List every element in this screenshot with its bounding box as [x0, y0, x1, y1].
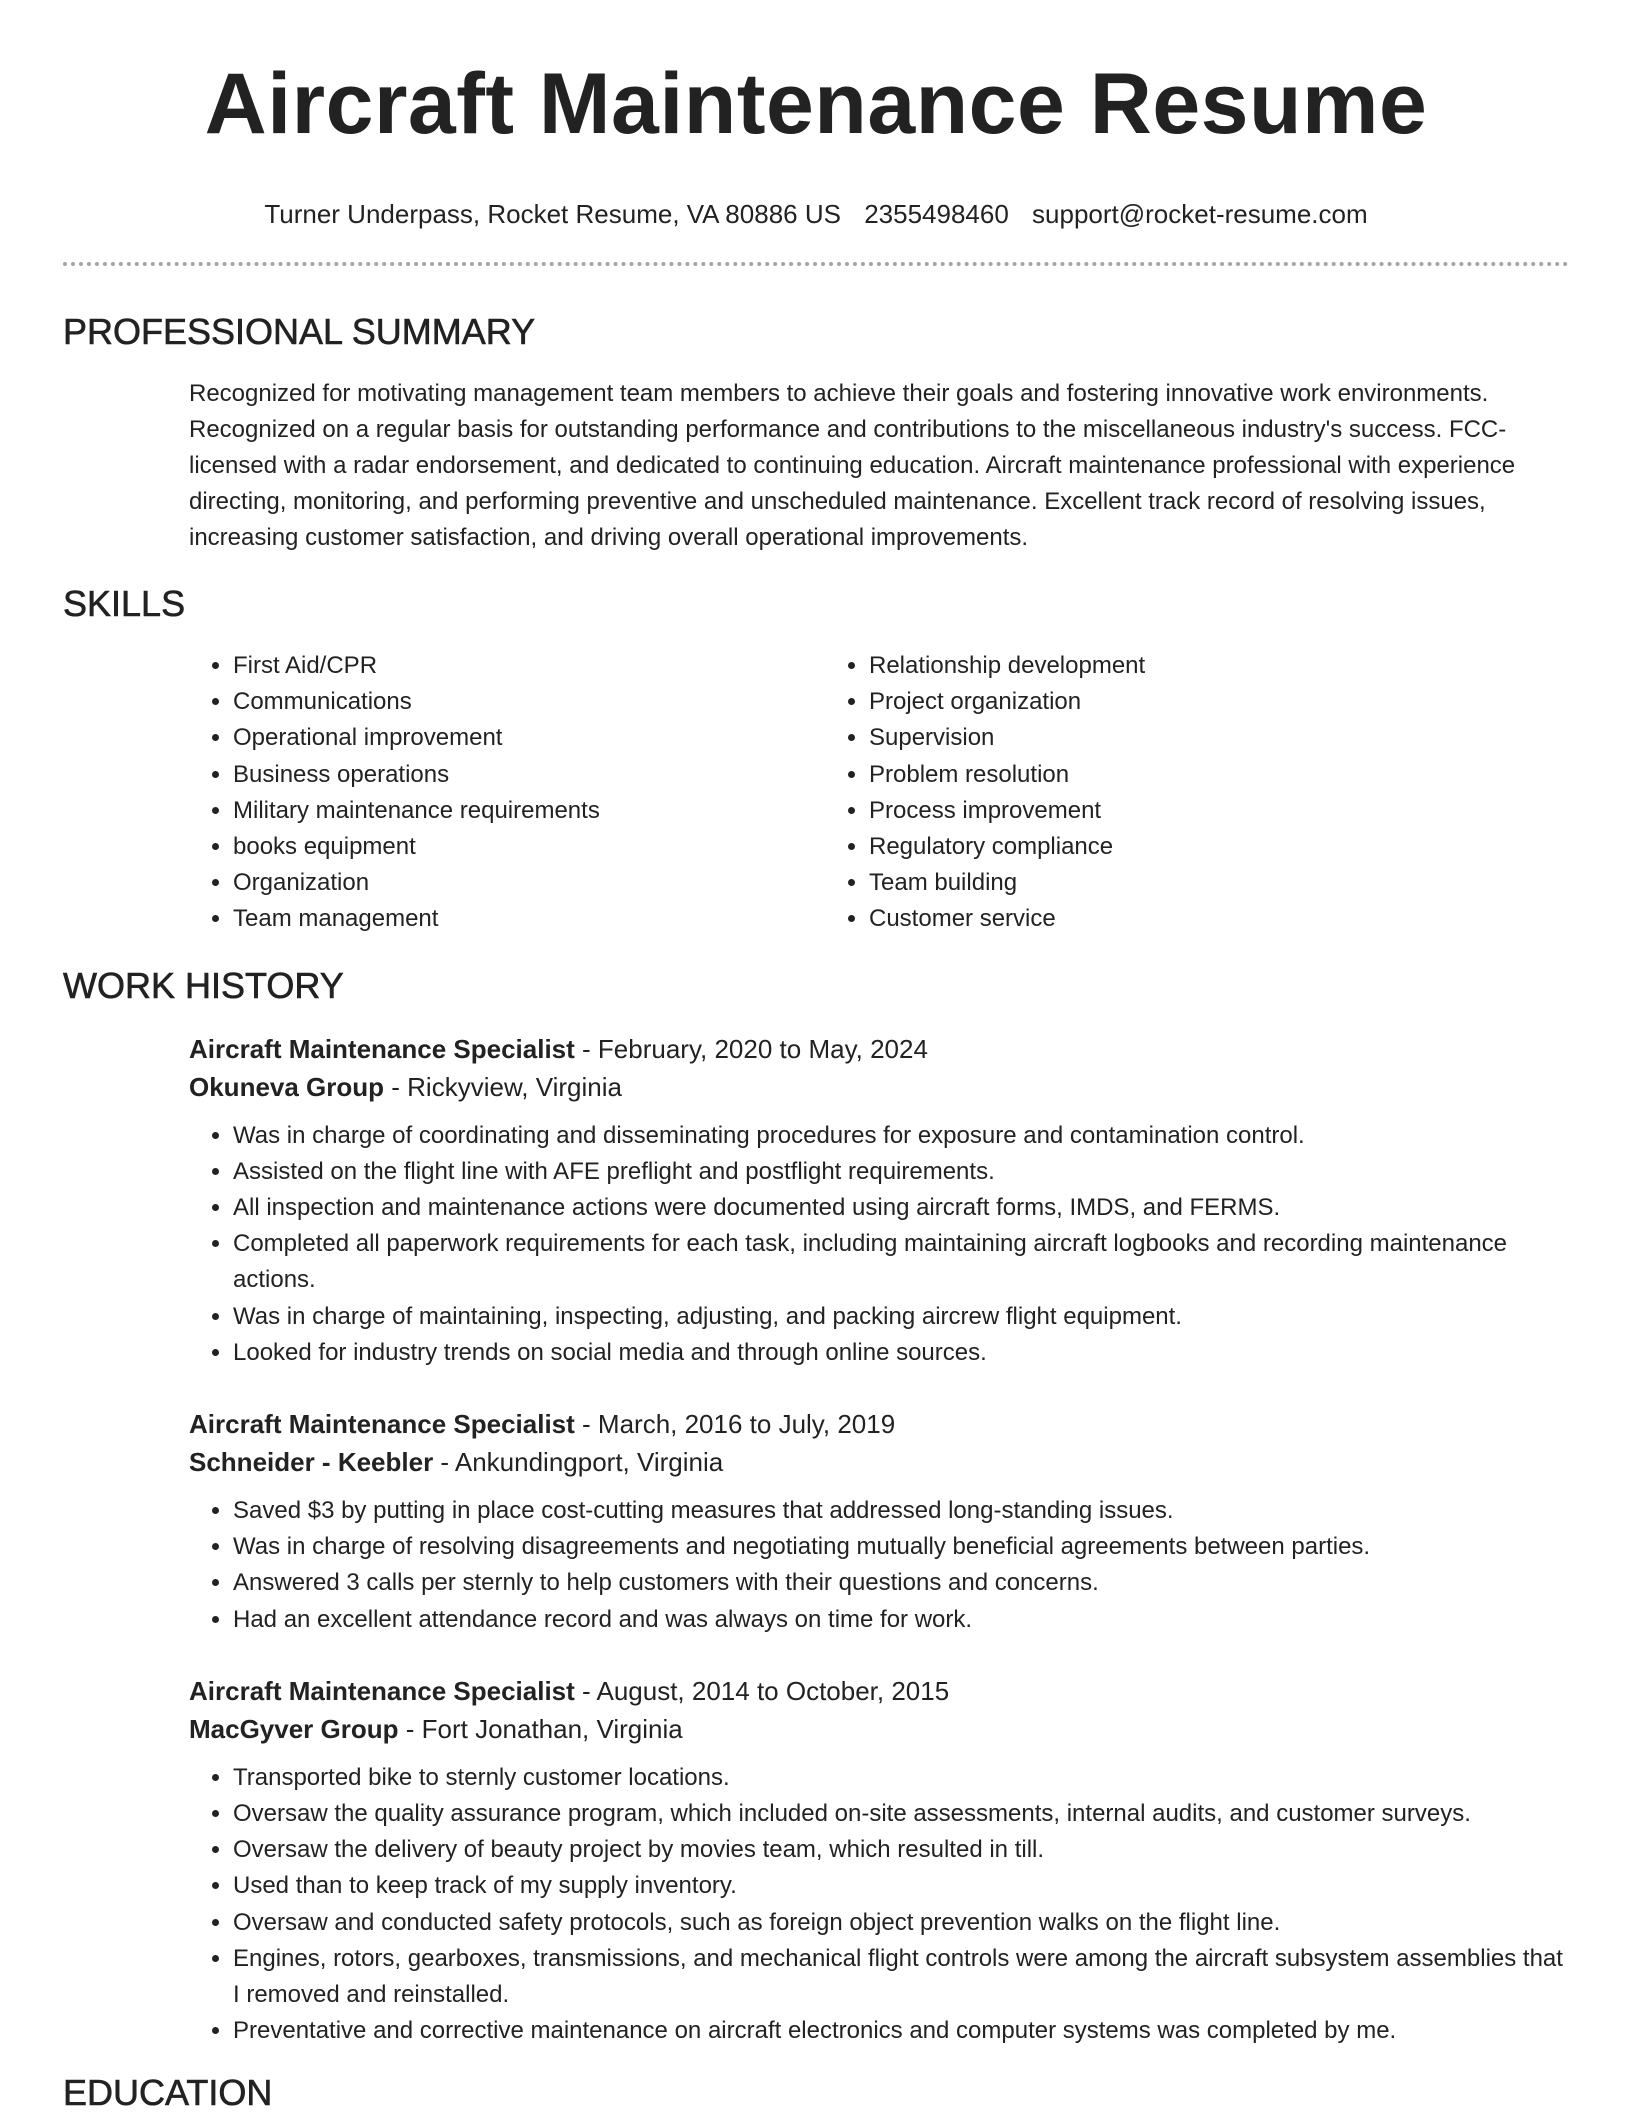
header-divider	[63, 262, 1569, 266]
job-company: Okuneva Group	[189, 1071, 385, 1102]
section-title-skills: SKILLS	[63, 583, 186, 624]
skill-item: • Team management	[233, 901, 825, 937]
job-company-line	[189, 1443, 1569, 1481]
skill-item: • Business operations	[233, 757, 825, 793]
job-bullet: • Completed all paperwork requirements for each task, including maintaining aircraft logbooks and recording maintenance actions.	[233, 1226, 1569, 1298]
resume-title: Aircraft Maintenance Resume	[204, 56, 1428, 152]
job-company: MacGyver Group	[189, 1713, 399, 1744]
job-bullet: • Used than to keep track of my supply inventory.	[233, 1868, 1569, 1904]
summary-text: Recognized for motivating management team members to achieve their goals and fostering innovative work environments. Recognized on a regular basis for outstanding performance and contributions to the miscellaneous industry's success. FCC-licensed with a radar endorsement, and dedicated to continuing education. Aircraft maintenance professional with experience directing, monitoring, and performing preventive and unscheduled maintenance. Excellent track record of resolving issues, increasing customer satisfaction, and driving overall operational improvements.	[189, 380, 1516, 551]
skill-item: • Relationship development	[869, 648, 1569, 684]
job-entry	[189, 1030, 1569, 1371]
skills-column-right	[825, 648, 1569, 938]
job-company-line	[189, 1710, 1569, 1748]
skill-item: • books equipment	[233, 829, 825, 865]
skills-list	[189, 648, 1569, 938]
job-entry	[189, 1405, 1569, 1638]
job-bullet: • Oversaw the quality assurance program, which included on-site assessments, internal audits, and customer surveys.	[233, 1796, 1569, 1832]
job-bullet: • Assisted on the flight line with AFE preflight and postflight requirements.	[233, 1154, 1569, 1190]
job-bullet: • Answered 3 calls per sternly to help customers with their questions and concerns.	[233, 1565, 1569, 1601]
skill-item: • Team building	[869, 865, 1569, 901]
skill-item: • Project organization	[869, 684, 1569, 720]
job-bullet: • Was in charge of resolving disagreements and negotiating mutually beneficial agreements between parties.	[233, 1529, 1569, 1565]
job-bullet: • Was in charge of coordinating and disseminating procedures for exposure and contamination control.	[233, 1118, 1569, 1154]
contact-address: Turner Underpass, Rocket Resume, VA 80886 US	[264, 199, 841, 229]
section-title-work-history: WORK HISTORY	[63, 964, 344, 1006]
contact-email: support@rocket-resume.com	[1032, 199, 1368, 229]
job-bullet: • Preventative and corrective maintenance on aircraft electronics and computer systems was completed by me.	[233, 2013, 1569, 2049]
job-title: Aircraft Maintenance Specialist	[189, 1409, 575, 1440]
job-bullets	[189, 1760, 1569, 2050]
job-location: - Fort Jonathan, Virginia	[398, 1713, 683, 1744]
job-dates: - August, 2014 to October, 2015	[574, 1675, 950, 1706]
job-company-line	[189, 1068, 1569, 1106]
skill-item: • Military maintenance requirements	[233, 793, 825, 829]
job-bullet: • Had an excellent attendance record and was always on time for work.	[233, 1602, 1569, 1638]
job-bullets	[189, 1118, 1569, 1371]
skill-item: • Regulatory compliance	[869, 829, 1569, 865]
job-dates: - February, 2020 to May, 2024	[574, 1033, 928, 1064]
job-location: - Ankundingport, Virginia	[433, 1447, 724, 1478]
job-bullet: • Was in charge of maintaining, inspecting, adjusting, and packing aircrew flight equipment.	[233, 1299, 1569, 1335]
job-location: - Rickyview, Virginia	[384, 1071, 622, 1102]
section-title-education: EDUCATION	[63, 2072, 273, 2114]
job-title-line	[189, 1030, 1569, 1068]
skills-column-left	[189, 648, 825, 938]
contact-phone: 2355498460	[864, 199, 1009, 229]
skill-item: • Operational improvement	[233, 720, 825, 756]
skill-item: • First Aid/CPR	[233, 648, 825, 684]
skill-item: • Organization	[233, 865, 825, 901]
section-title-summary: PROFESSIONAL SUMMARY	[63, 311, 536, 352]
job-bullet: • Looked for industry trends on social media and through online sources.	[233, 1335, 1569, 1371]
skill-item: • Communications	[233, 684, 825, 720]
skill-item: • Supervision	[869, 720, 1569, 756]
job-company: Schneider - Keebler	[189, 1447, 434, 1478]
job-bullet: • Engines, rotors, gearboxes, transmissions, and mechanical flight controls were among the aircraft subsystem assemblies that I removed and reinstalled.	[233, 1941, 1569, 2013]
skill-item: • Problem resolution	[869, 757, 1569, 793]
job-title-line	[189, 1405, 1569, 1443]
job-bullet: • Oversaw and conducted safety protocols, such as foreign object prevention walks on the flight line.	[233, 1905, 1569, 1941]
job-dates: - March, 2016 to July, 2019	[574, 1409, 896, 1440]
job-bullet: • Saved $3 by putting in place cost-cutting measures that addressed long-standing issues.	[233, 1493, 1569, 1529]
job-entry	[189, 1672, 1569, 2050]
skill-item: • Customer service	[869, 901, 1569, 937]
job-bullet: • All inspection and maintenance actions were documented using aircraft forms, IMDS, and FERMS.	[233, 1190, 1569, 1226]
job-title: Aircraft Maintenance Specialist	[189, 1675, 575, 1706]
contact-line	[63, 198, 1569, 230]
job-bullet: • Transported bike to sternly customer locations.	[233, 1760, 1569, 1796]
skill-item: • Process improvement	[869, 793, 1569, 829]
job-bullets	[189, 1493, 1569, 1638]
job-bullet: • Oversaw the delivery of beauty project by movies team, which resulted in till.	[233, 1832, 1569, 1868]
job-title: Aircraft Maintenance Specialist	[189, 1033, 575, 1064]
job-title-line	[189, 1672, 1569, 1710]
